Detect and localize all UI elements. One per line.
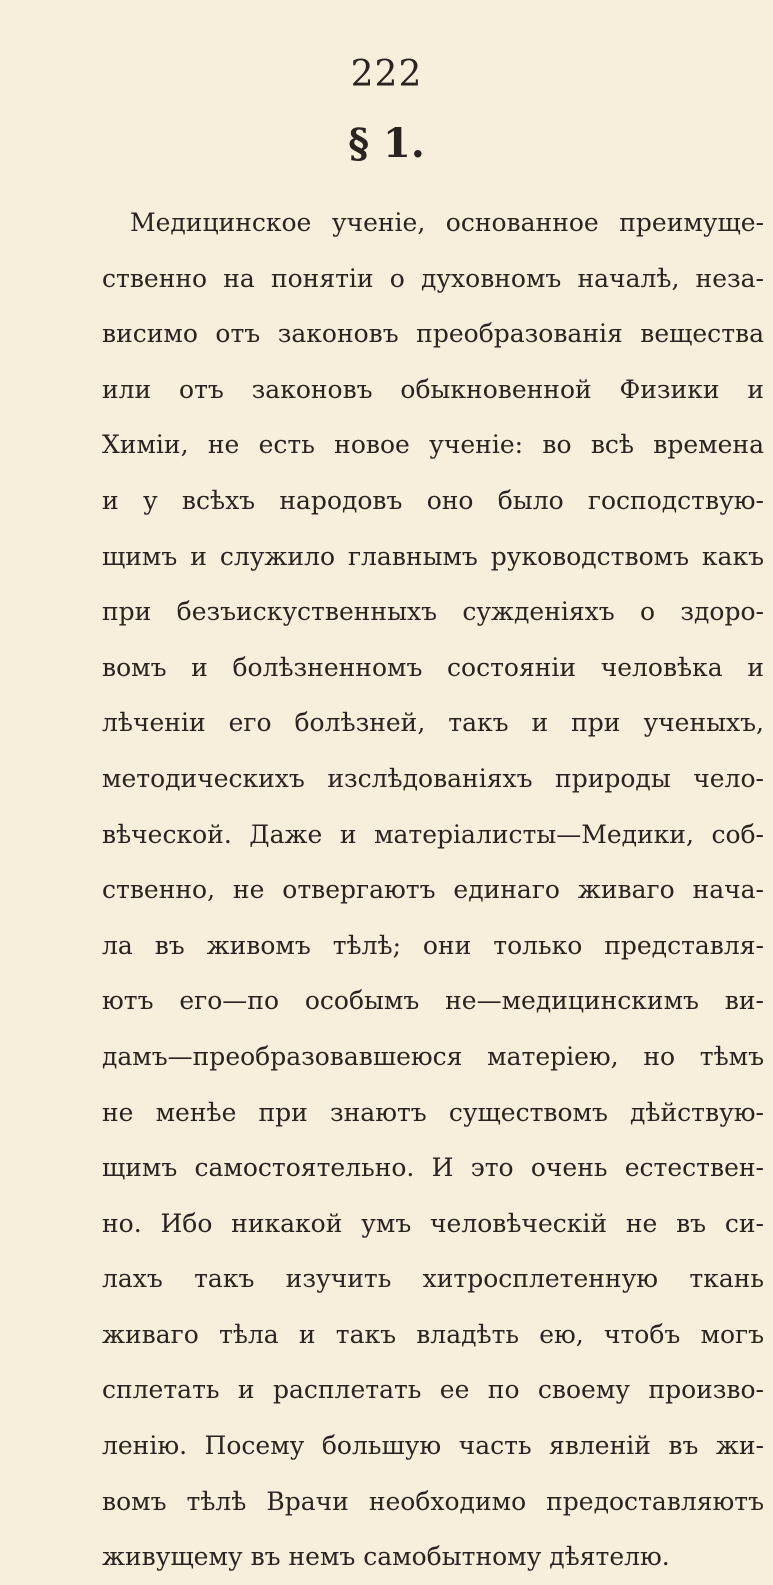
section-heading: § 1.	[348, 120, 425, 167]
text-line: щимъ и служило главнымъ руководствомъ какъ	[102, 541, 764, 571]
text-line: не менѣе при знаютъ существомъ дѣйствую-	[102, 1097, 764, 1127]
text-line: живущему въ немъ самобытному дѣятелю.	[102, 1542, 670, 1572]
text-line: ственно на понятіи о духовномъ началѣ, неза-	[102, 263, 764, 293]
text-line: вомъ и болѣзненномъ состояніи человѣка и	[102, 652, 764, 682]
text-line: лахъ такъ изучить хитросплетенную ткань	[102, 1264, 764, 1294]
text-line: ленію. Посему большую часть явленій въ жи-	[102, 1431, 764, 1461]
text-line: и у всѣхъ народовъ оно было господствую-	[102, 485, 764, 515]
text-line: живаго тѣла и такъ владѣть ею, чтобъ могъ	[102, 1319, 764, 1349]
text-line: вомъ тѣлѣ Врачи необходимо предоставляютъ	[102, 1486, 764, 1516]
body-text	[102, 195, 764, 1585]
text-line: ственно, не отвергаютъ единаго живаго нача-	[102, 875, 764, 905]
text-line: при безъискуственныхъ сужденіяхъ о здоро-	[102, 597, 764, 627]
text-line: щимъ самостоятельно. И это очень естествен-	[102, 1153, 764, 1183]
text-line: Химіи, не есть новое ученіе: во всѣ времена	[102, 430, 764, 460]
text-line: или отъ законовъ обыкновенной Физики и	[102, 374, 764, 404]
text-line: сплетать и расплетать ее по своему произво-	[102, 1375, 764, 1405]
text-line: висимо отъ законовъ преобразованія вещества	[102, 319, 764, 349]
text-line: методическихъ изслѣдованіяхъ природы чело-	[102, 763, 764, 793]
text-line: Медицинское ученіе, основанное преимуще-	[130, 208, 764, 237]
text-line: ютъ его—по особымъ не—медицинскимъ ви-	[102, 986, 764, 1016]
page-number: 222	[350, 54, 423, 95]
text-line: но. Ибо никакой умъ человѣческій не въ си-	[102, 1208, 764, 1238]
text-line: ла въ живомъ тѣлѣ; они только представля-	[102, 930, 764, 960]
text-line: лѣченіи его болѣзней, такъ и при ученыхъ,	[102, 708, 764, 738]
text-line: вѣческой. Даже и матеріалисты—Медики, соб-	[102, 819, 764, 849]
text-line: дамъ—преобразовавшеюся матеріею, но тѣмъ	[102, 1041, 764, 1071]
